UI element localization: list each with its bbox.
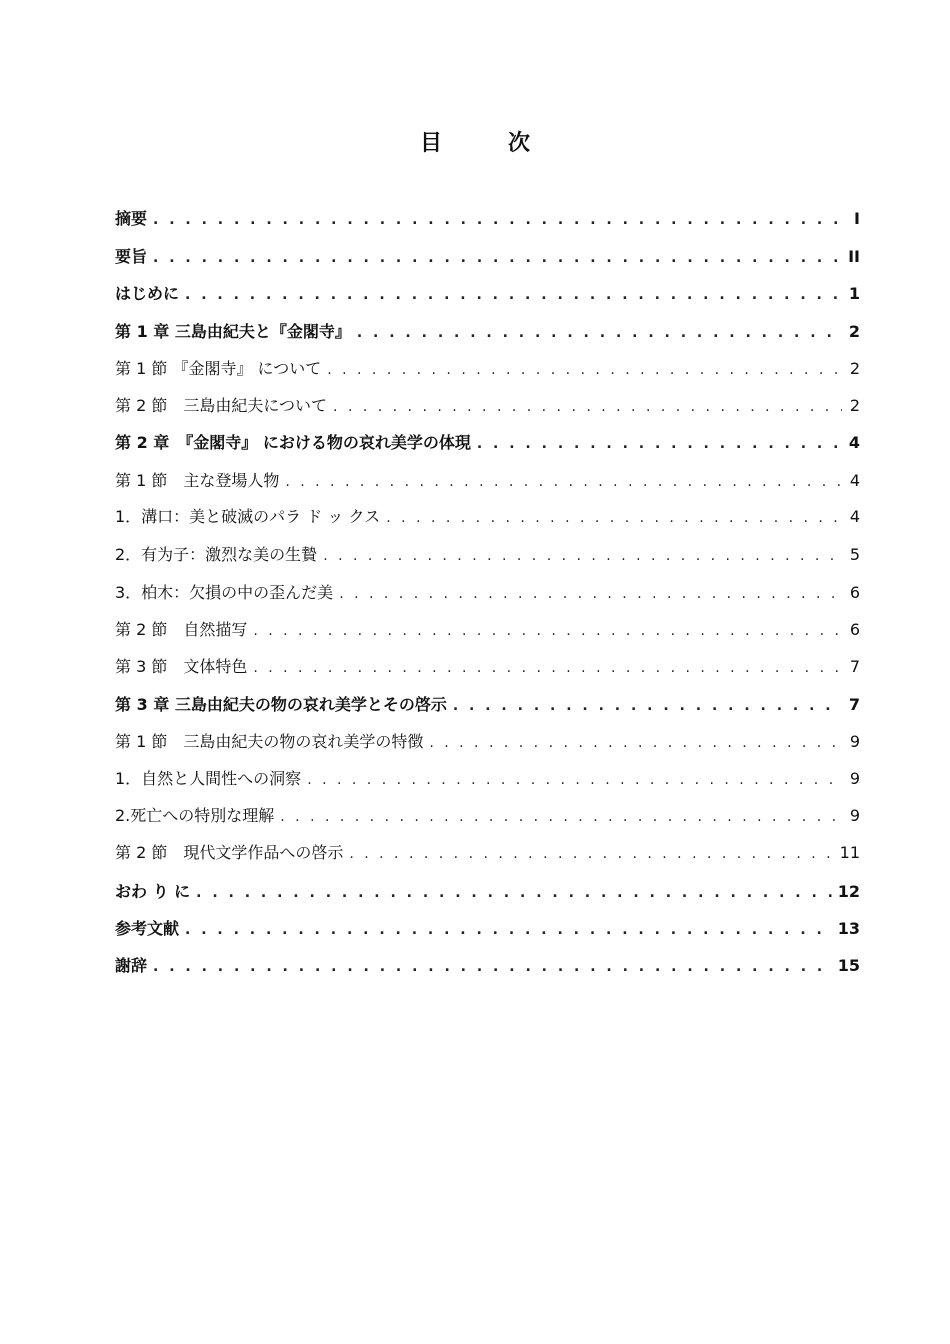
toc-entry-page: 9 [849,769,860,788]
toc-entry-label: おわ り に [115,882,191,901]
toc-leader-dots [477,436,842,452]
toc-leader-dots [357,325,842,341]
toc-entry-label: 第 1 章 三島由紀夫と『金閣寺』 [115,322,351,341]
toc-entry-abstract-zh[interactable] [115,206,860,229]
toc-leader-dots [339,586,842,602]
toc-leader-dots [253,660,842,676]
toc-leader-dots [280,809,842,825]
toc-entry-label: 第 2 章 『金閣寺』 における物の哀れ美学の体現 [115,433,471,452]
toc-leader-dots [185,922,832,938]
toc-entry-label: 参考文献 [115,919,180,938]
toc-leader-dots [386,510,842,526]
toc-entry-page: I [854,209,860,228]
toc-entry-label: 1．溝口：美と破滅のパラ ド ッ クス [115,507,381,526]
toc-entry-page: 5 [849,545,860,564]
toc-entry-page: 2 [848,322,860,341]
toc-entry-label: 第 1 節 主な登場人物 [115,471,280,490]
toc-leader-dots [285,474,842,490]
toc-entry-label: 3．柏木：欠損の中の歪んだ美 [115,583,334,602]
toc-entry-page: 4 [849,471,860,490]
toc-entry-subsection-4[interactable] [115,766,860,789]
toc-entry-page: 4 [849,507,860,526]
toc-entry-chapter-1-section-1[interactable] [115,356,860,379]
toc-entry-label: 第 3 節 文体特色 [115,657,248,676]
toc-leader-dots [453,698,842,714]
toc-entry-chapter-3-section-2[interactable] [115,840,860,863]
toc-entry-page: 9 [849,806,860,825]
toc-leader-dots [349,846,833,862]
toc-entry-subsection-2[interactable] [115,542,860,565]
toc-entry-page: 6 [849,620,860,639]
toc-entry-page: 11 [839,843,860,862]
toc-entry-subsection-5[interactable] [115,803,860,826]
toc-entry-abstract-ja[interactable] [115,244,860,267]
toc-entry-label: 2.死亡への特別な理解 [115,806,275,825]
toc-entry-label: 2．有为子：激烈な美の生贄 [115,545,318,564]
toc-entry-label: 摘要 [115,209,148,228]
toc-entry-page: II [848,247,860,266]
toc-entry-page: 2 [849,359,860,378]
toc-leader-dots [327,362,842,378]
toc-entry-page: 9 [849,732,860,751]
toc-leader-dots [153,212,842,228]
toc-entry-label: 第 2 節 三島由紀夫について [115,396,328,415]
toc-leader-dots [429,735,842,751]
toc-entry-page: 2 [849,396,860,415]
toc-entry-chapter-2-section-2[interactable] [115,617,860,640]
toc-leader-dots [153,250,842,266]
toc-entry-label: 謝辞 [115,956,148,975]
toc-entry-chapter-2-section-1[interactable] [115,468,860,491]
toc-leader-dots [196,885,832,901]
toc-leader-dots [323,548,842,564]
toc-entry-chapter-2[interactable] [115,430,860,453]
toc-leader-dots [307,772,842,788]
toc-entry-label: 要旨 [115,247,148,266]
toc-entry-label: 第 1 節 『金閣寺』 について [115,359,322,378]
toc-leader-dots [185,287,842,303]
toc-entry-chapter-1[interactable] [115,319,860,342]
toc-entry-page: 7 [848,695,860,714]
toc-entry-chapter-2-section-3[interactable] [115,654,860,677]
toc-leader-dots [333,399,842,415]
toc-entry-label: 1．自然と人間性への洞察 [115,769,302,788]
toc-entry-subsection-3[interactable] [115,580,860,603]
toc-entry-page: 13 [837,919,860,938]
page-title: 目 次 [419,131,552,156]
toc-entry-label: 第 2 節 現代文学作品への啓示 [115,843,344,862]
toc-entry-chapter-1-section-2[interactable] [115,393,860,416]
toc-entry-page: 7 [849,657,860,676]
toc-entry-subsection-1[interactable] [115,504,860,527]
toc-entry-label: 第 2 節 自然描写 [115,620,248,639]
toc-entry-chapter-3[interactable] [115,692,860,715]
toc-entry-page: 1 [848,284,860,303]
toc-entry-chapter-3-section-1[interactable] [115,729,860,752]
toc-entry-label: はじめに [115,284,180,303]
toc-entry-page: 15 [837,956,860,975]
toc-entry-label: 第 3 章 三島由紀夫の物の哀れ美学とその啓示 [115,695,447,714]
toc-entry-acknowledgements[interactable] [115,953,860,976]
toc-entry-page: 4 [848,433,860,452]
toc-entry-conclusion[interactable] [115,879,860,902]
toc-entry-page: 12 [837,882,860,901]
toc-entry-label: 第 1 節 三島由紀夫の物の哀れ美学の特徴 [115,732,424,751]
toc-entry-references[interactable] [115,916,860,939]
toc-entry-page: 6 [849,583,860,602]
toc-entry-introduction[interactable] [115,281,860,304]
toc-leader-dots [153,959,832,975]
toc-leader-dots [253,623,842,639]
